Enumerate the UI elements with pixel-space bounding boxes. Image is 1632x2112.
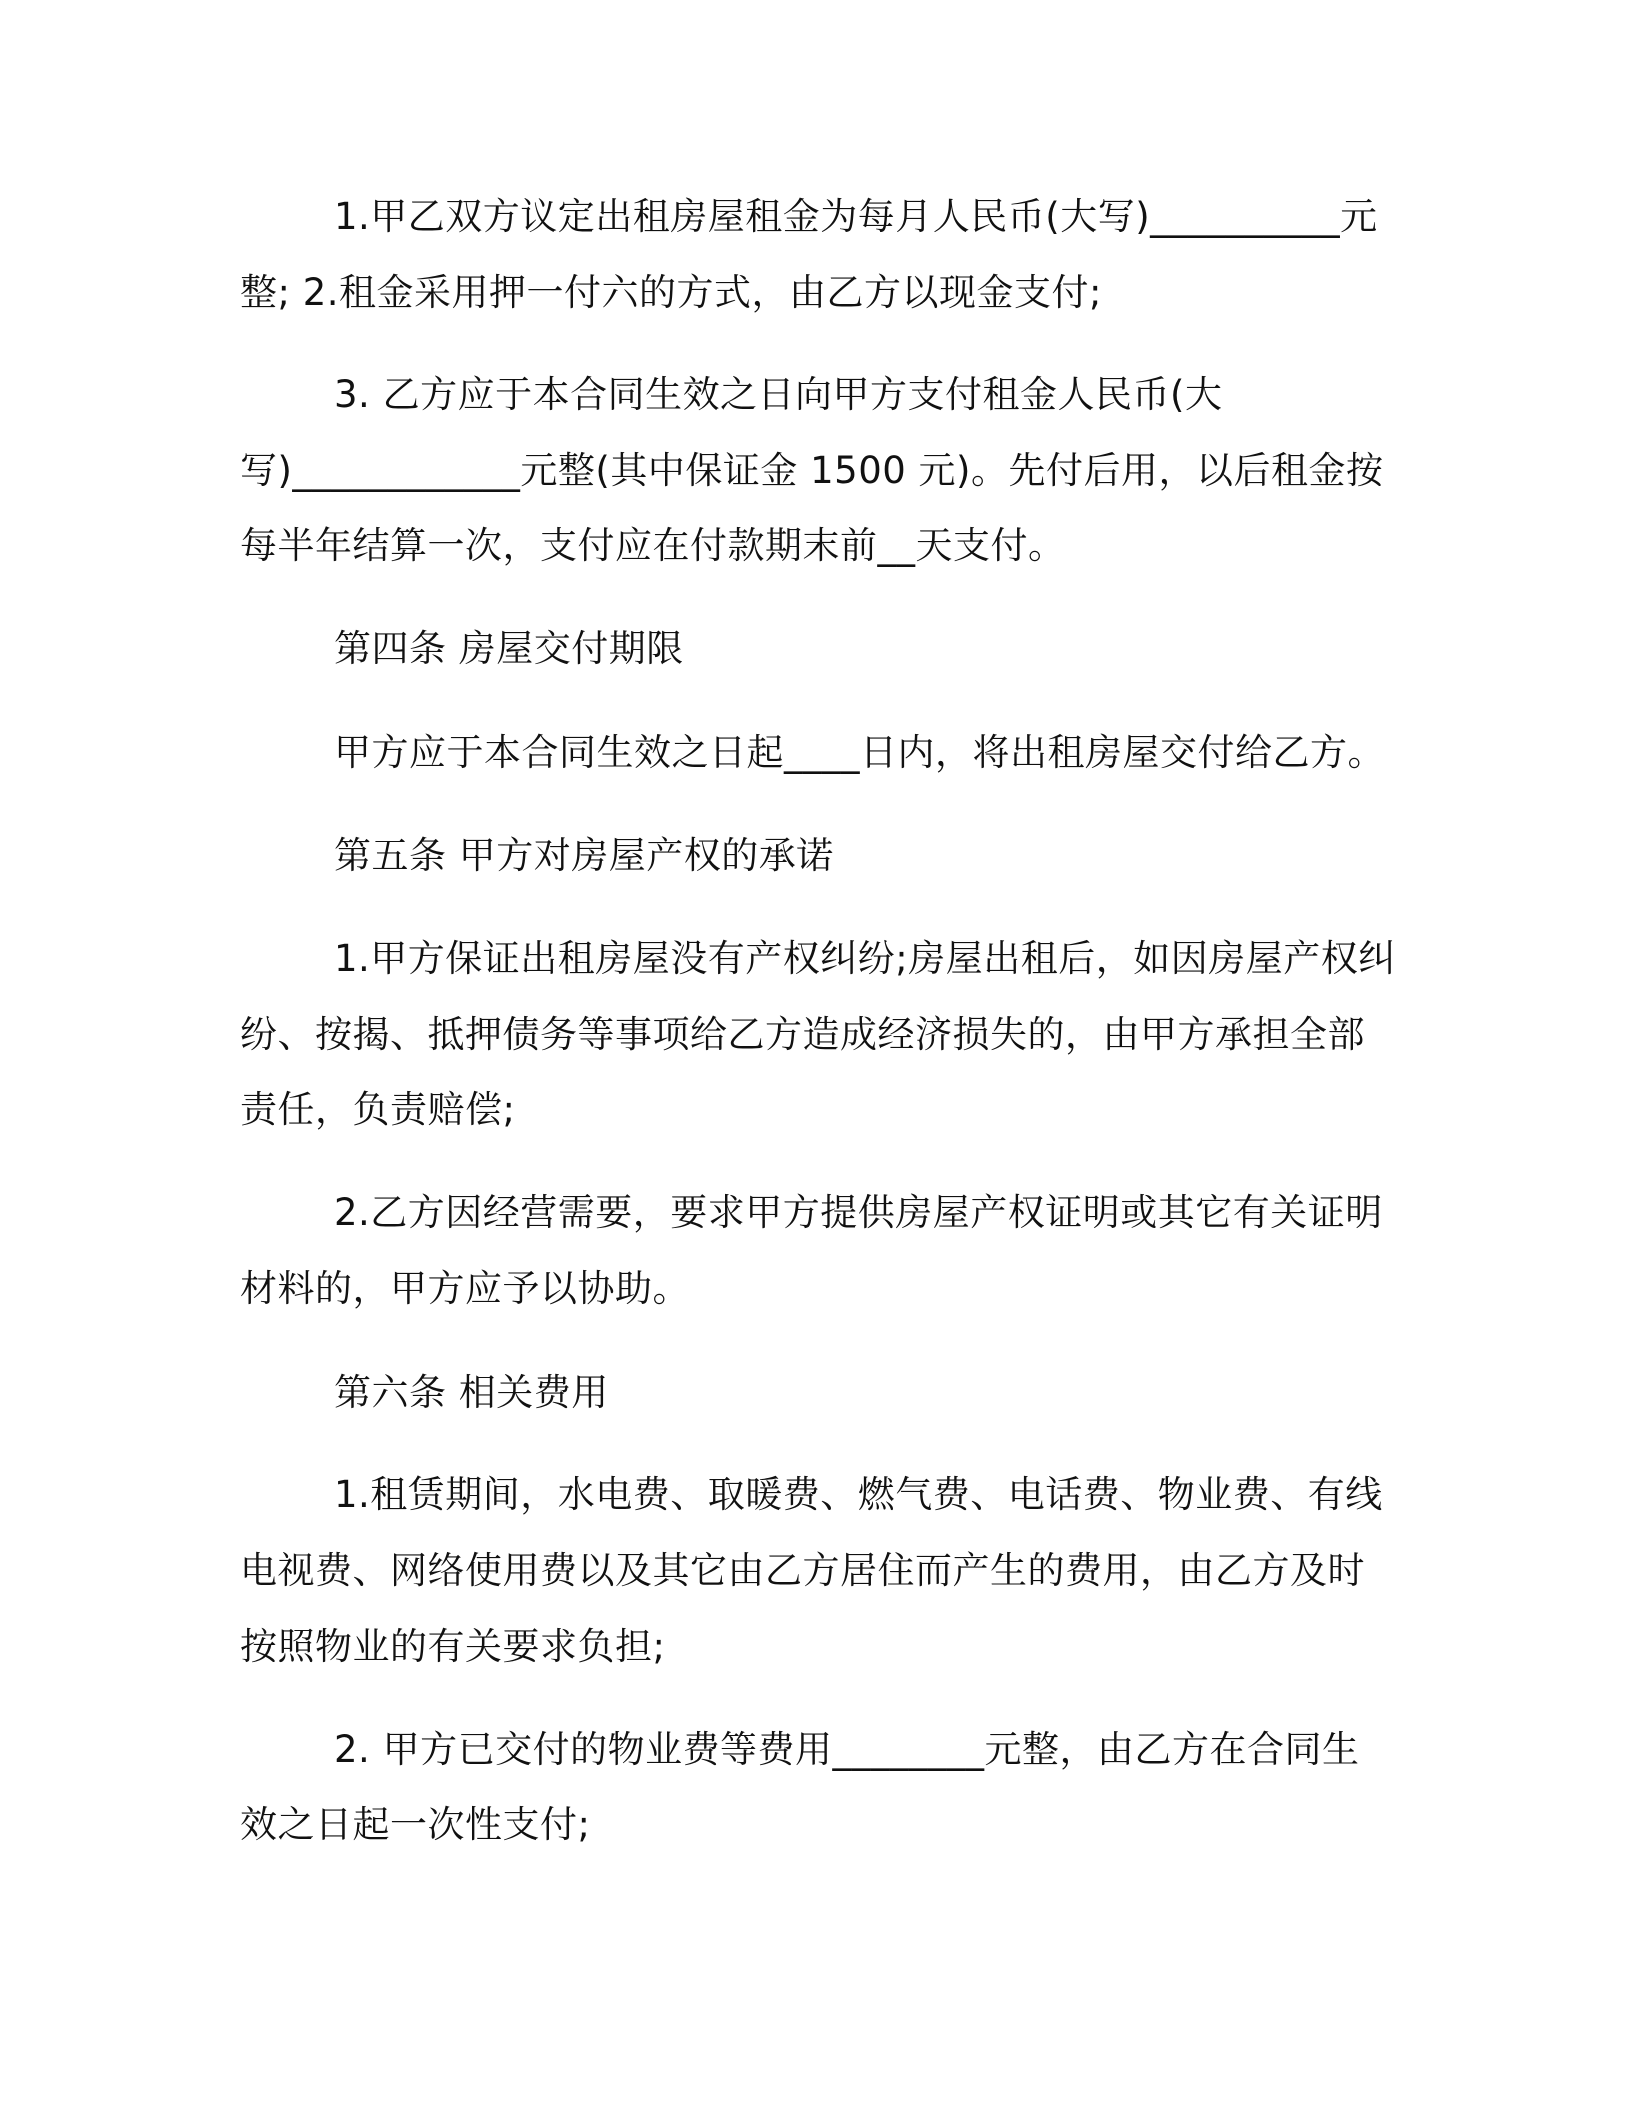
text-line: 纷、按揭、抵押债务等事项给乙方造成经济损失的，由甲方承担全部 — [240, 1013, 1365, 1056]
text-line: 每半年结算一次，支付应在付款期末前__天支付。 — [240, 524, 1066, 567]
text-line: 2.乙方因经营需要，要求甲方提供房屋产权证明或其它有关证明 — [334, 1191, 1383, 1234]
text-line: 2. 甲方已交付的物业费等费用________元整，由乙方在合同生 — [334, 1728, 1360, 1771]
section-heading: 第六条 相关费用 — [334, 1371, 609, 1414]
text-line: 按照物业的有关要求负担; — [240, 1625, 666, 1668]
text-line: 材料的，甲方应予以协助。 — [240, 1267, 690, 1310]
text-line: 甲方应于本合同生效之日起____日内，将出租房屋交付给乙方。 — [334, 731, 1385, 774]
text-line: 1.租赁期间，水电费、取暖费、燃气费、电话费、物业费、有线 — [334, 1473, 1383, 1516]
text-line: 1.甲方保证出租房屋没有产权纠纷;房屋出租后，如因房屋产权纠 — [334, 937, 1396, 980]
text-line: 3. 乙方应于本合同生效之日向甲方支付租金人民币(大 — [334, 373, 1223, 416]
text-line: 写)____________元整(其中保证金 1500 元)。先付后用，以后租金按 — [240, 449, 1384, 492]
text-line: 整; 2.租金采用押一付六的方式，由乙方以现金支付; — [240, 271, 1102, 314]
text-line: 效之日起一次性支付; — [240, 1803, 591, 1846]
text-line: 电视费、网络使用费以及其它由乙方居住而产生的费用，由乙方及时 — [240, 1549, 1365, 1592]
section-heading: 第五条 甲方对房屋产权的承诺 — [334, 834, 834, 877]
text-line: 1.甲乙双方议定出租房屋租金为每月人民币(大写)__________元 — [334, 195, 1378, 238]
text-line: 责任，负责赔偿; — [240, 1088, 516, 1131]
section-heading: 第四条 房屋交付期限 — [334, 627, 684, 670]
